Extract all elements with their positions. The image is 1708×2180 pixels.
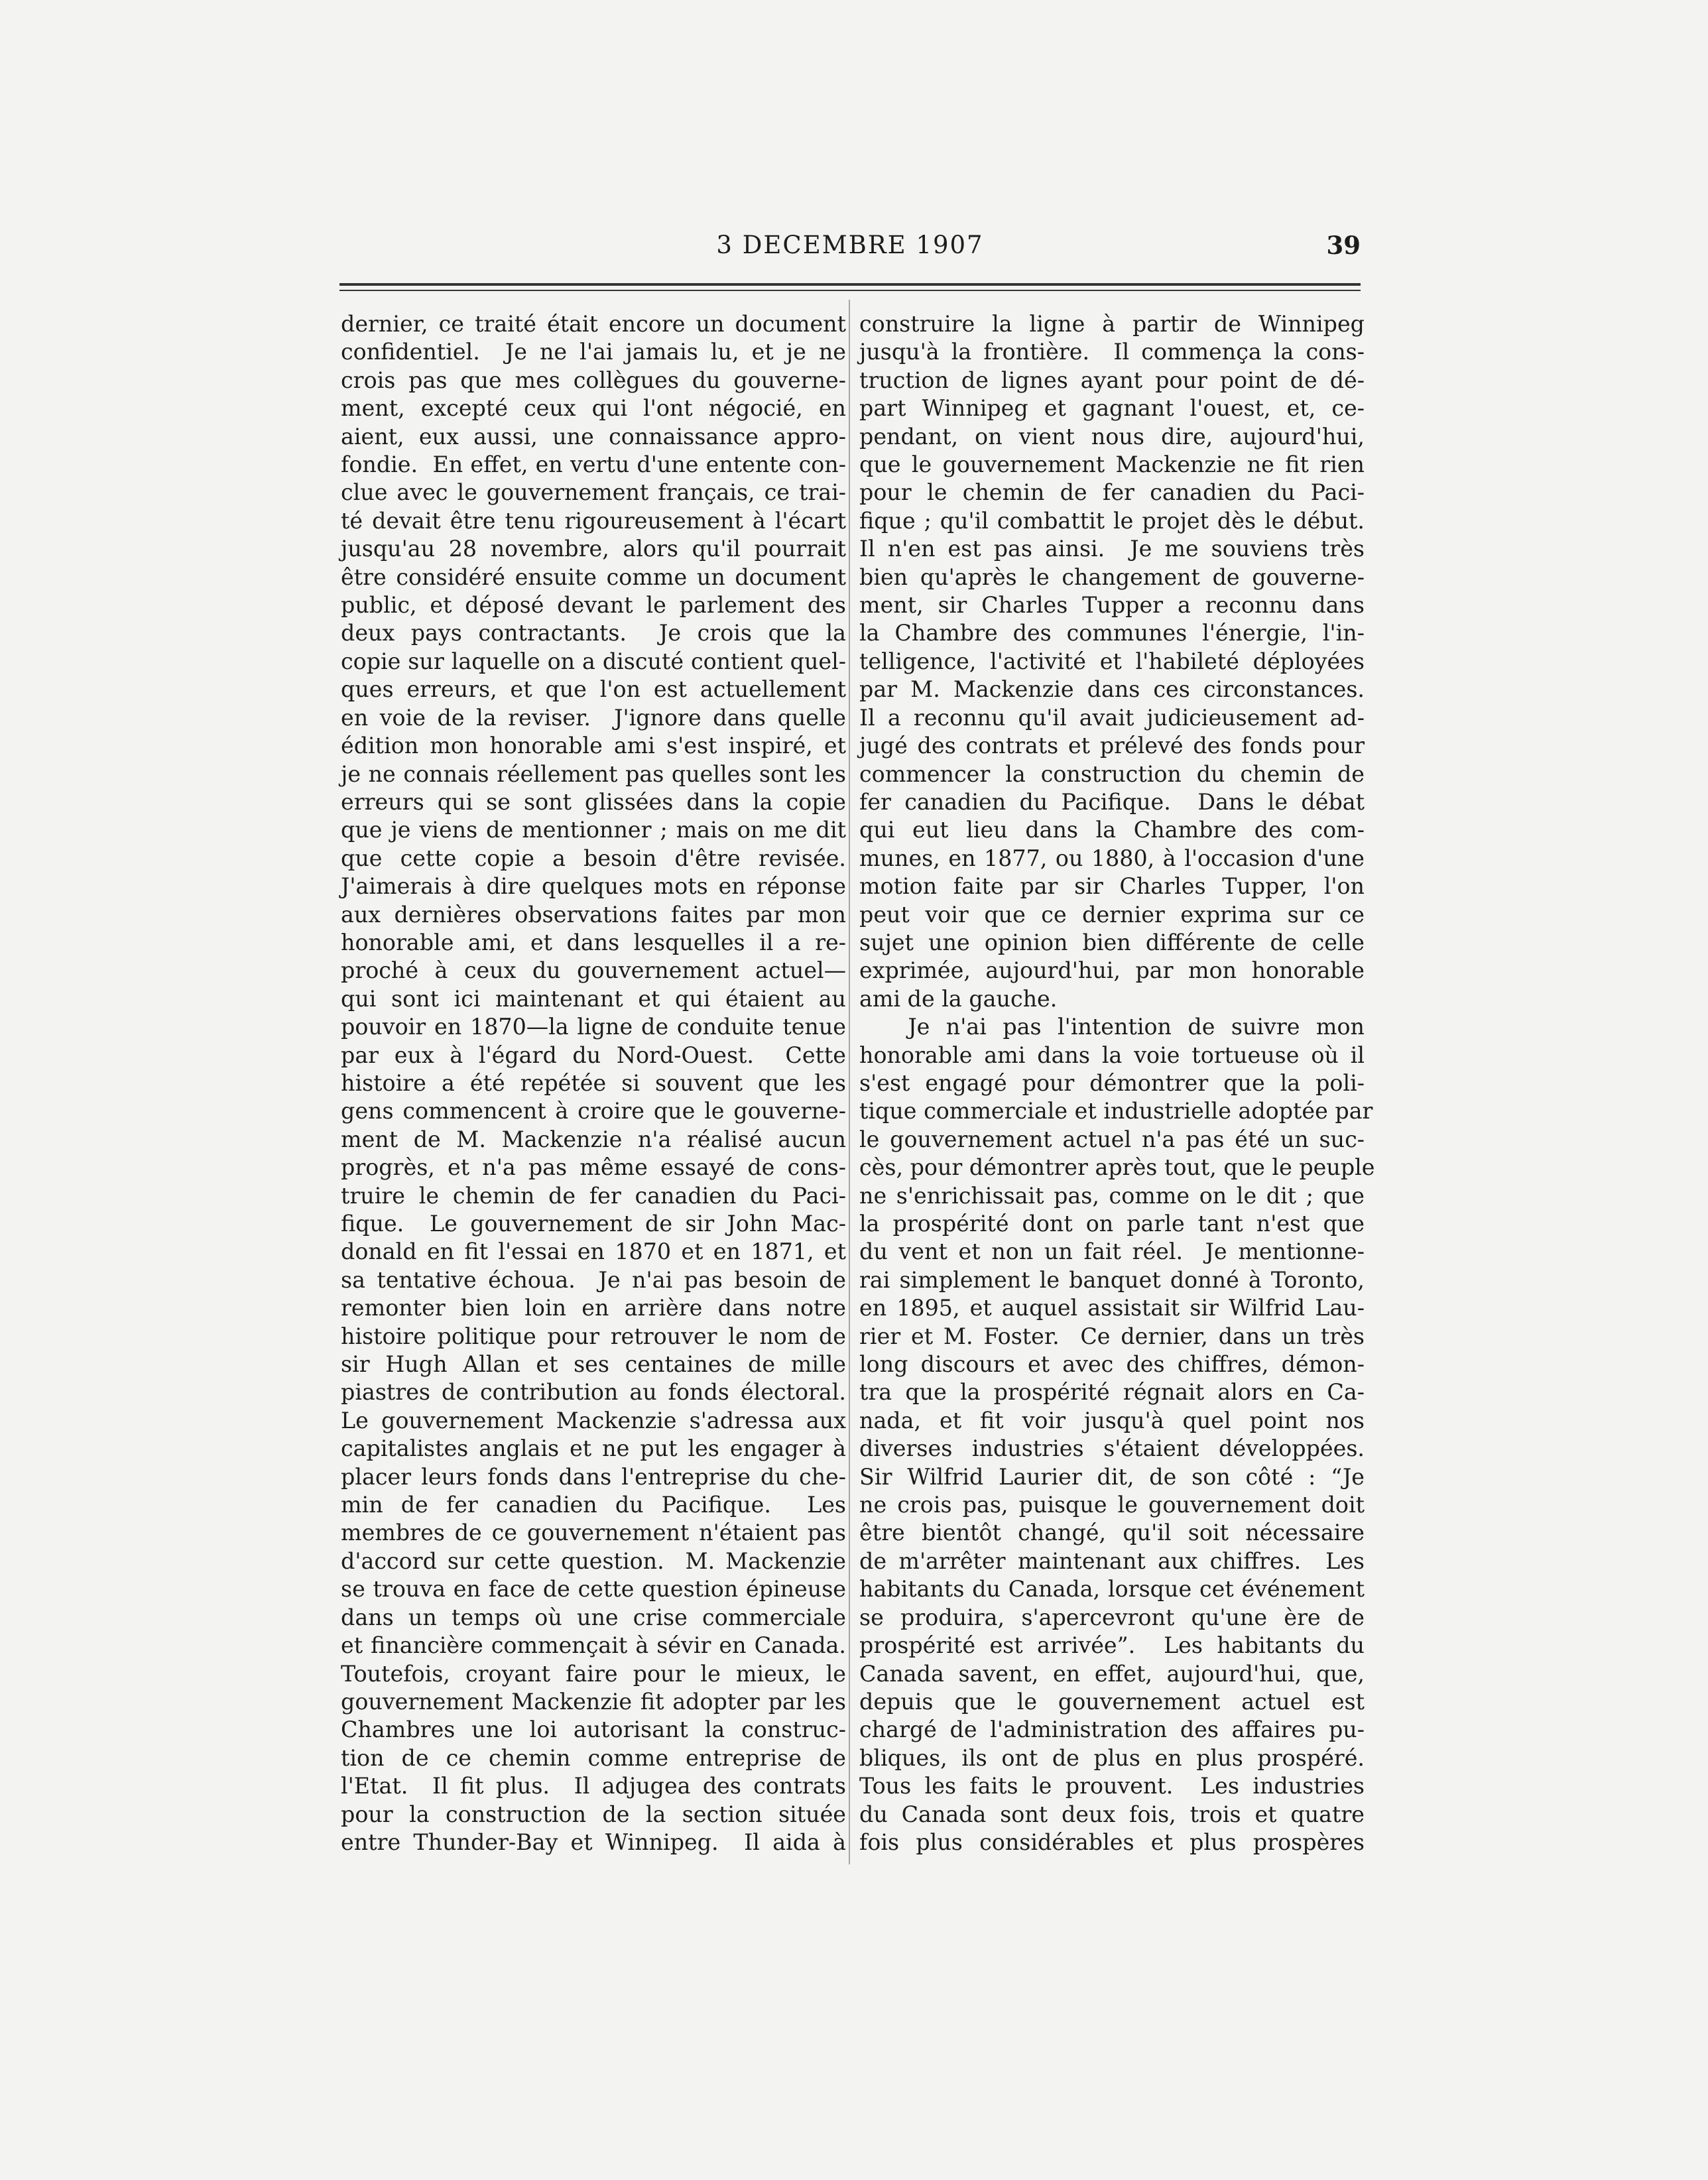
text-line: la Chambre des communes l'énergie, l'in- <box>859 620 1365 646</box>
text-line: construire la ligne à partir de Winnipeg <box>859 311 1365 337</box>
text-line: se produira, s'apercevront qu'une ère de <box>859 1604 1365 1630</box>
text-line: Toutefois, croyant faire pour le mieux, le <box>341 1660 846 1687</box>
text-line: fique. Le gouvernement de sir John Mac- <box>341 1211 846 1237</box>
text-line: que je viens de mentionner ; mais on me dit <box>341 817 846 843</box>
text-line: d'accord sur cette question. M. Mackenzie <box>341 1547 846 1574</box>
text-line: que le gouvernement Mackenzie ne fit rien <box>859 452 1365 478</box>
text-line: aient, eux aussi, une connaissance appro- <box>341 423 846 450</box>
text-line: le gouvernement actuel n'a pas été un suc- <box>859 1126 1365 1152</box>
text-line: depuis que le gouvernement actuel est <box>859 1688 1365 1715</box>
text-line: dernier, ce traité était encore un document <box>341 311 846 337</box>
text-line: truire le chemin de fer canadien du Paci- <box>341 1182 846 1209</box>
text-line: commencer la construction du chemin de <box>859 760 1365 787</box>
text-line: nada, et fit voir jusqu'à quel point nos <box>859 1407 1365 1433</box>
text-line: dans un temps où une crise commerciale <box>341 1604 846 1630</box>
text-line: crois pas que mes collègues du gouverne- <box>341 367 846 393</box>
text-line: habitants du Canada, lorsque cet événement <box>859 1576 1365 1603</box>
text-line: prospérité est arrivée”. Les habitants du <box>859 1632 1365 1659</box>
text-line: diverses industries s'étaient développées. <box>859 1435 1365 1462</box>
text-line: jusqu'au 28 novembre, alors qu'il pourrait <box>341 536 846 562</box>
text-line: l'Etat. Il fit plus. Il adjugea des contrats <box>341 1773 846 1799</box>
text-line: ment de M. Mackenzie n'a réalisé aucun <box>341 1126 846 1152</box>
text-line: chargé de l'administration des affaires pu- <box>859 1717 1365 1743</box>
text-line: min de fer canadien du Pacifique. Les <box>341 1492 846 1518</box>
text-line: fique ; qu'il combattit le projet dès le début. <box>859 507 1365 534</box>
text-line: capitalistes anglais et ne put les engager à <box>341 1435 846 1462</box>
text-line: clue avec le gouvernement français, ce trai- <box>341 479 846 506</box>
text-line: qui sont ici maintenant et qui étaient au <box>341 985 846 1012</box>
text-line: par M. Mackenzie dans ces circonstances. <box>859 676 1365 703</box>
text-line: et financière commençait à sévir en Canada. <box>341 1632 846 1659</box>
text-line: édition mon honorable ami s'est inspiré, et <box>341 733 846 759</box>
left-column <box>341 310 846 1856</box>
page-header <box>339 231 1361 264</box>
text-line: fondie. En effet, en vertu d'une entente con- <box>341 452 846 478</box>
text-line: té devait être tenu rigoureusement à l'écart <box>341 507 846 534</box>
text-line: par eux à l'égard du Nord-Ouest. Cette <box>341 1042 846 1068</box>
header-date: 3 DECEMBRE 1907 <box>716 231 984 259</box>
text-line: progrès, et n'a pas même essayé de cons- <box>341 1154 846 1181</box>
text-line: public, et déposé devant le parlement des <box>341 592 846 619</box>
text-line: ques erreurs, et que l'on est actuellement <box>341 676 846 703</box>
text-line: ami de la gauche. <box>859 985 1058 1012</box>
text-line: exprimée, aujourd'hui, par mon honorable <box>859 957 1365 984</box>
text-line: sa tentative échoua. Je n'ai pas besoin de <box>341 1266 846 1293</box>
text-line: Il n'en est pas ainsi. Je me souviens très <box>859 536 1365 562</box>
text-line: honorable ami dans la voie tortueuse où il <box>859 1042 1365 1068</box>
text-line: honorable ami, et dans lesquelles il a re- <box>341 929 846 955</box>
text-line: tion de ce chemin comme entreprise de <box>341 1744 846 1771</box>
text-line: ne crois pas, puisque le gouvernement doit <box>859 1492 1365 1518</box>
text-line: sujet une opinion bien différente de celle <box>859 929 1365 955</box>
text-line: rai simplement le banquet donné à Toronto, <box>859 1266 1365 1293</box>
text-line: pour le chemin de fer canadien du Paci- <box>859 479 1365 506</box>
text-line: gouvernement Mackenzie fit adopter par les <box>341 1688 846 1715</box>
text-line: pour la construction de la section située <box>341 1801 846 1827</box>
text-line: copie sur laquelle on a discuté contient quel- <box>341 648 846 674</box>
text-line: pendant, on vient nous dire, aujourd'hui, <box>859 423 1365 450</box>
text-line: piastres de contribution au fonds électoral. <box>341 1379 846 1406</box>
text-line: de m'arrêter maintenant aux chiffres. Les <box>859 1547 1365 1574</box>
text-line: Sir Wilfrid Laurier dit, de son côté : “Je <box>859 1463 1365 1490</box>
text-line: donald en fit l'essai en 1870 et en 1871, et <box>341 1239 846 1265</box>
text-line: histoire a été repétée si souvent que les <box>341 1069 846 1096</box>
text-line: aux dernières observations faites par mon <box>341 901 846 928</box>
text-line: se trouva en face de cette question épineuse <box>341 1576 846 1603</box>
text-line: J'aimerais à dire quelques mots en réponse <box>341 873 846 900</box>
text-line: erreurs qui se sont glissées dans la copie <box>341 788 846 815</box>
text-line: jusqu'à la frontière. Il commença la cons- <box>859 339 1365 365</box>
text-line: bliques, ils ont de plus en plus prospéré. <box>859 1744 1365 1771</box>
text-line: long discours et avec des chiffres, démon- <box>859 1351 1365 1378</box>
text-line: être considéré ensuite comme un document <box>341 564 846 590</box>
text-line: peut voir que ce dernier exprima sur ce <box>859 901 1365 928</box>
text-line: cès, pour démontrer après tout, que le peuple <box>859 1154 1375 1181</box>
text-line: rier et M. Foster. Ce dernier, dans un très <box>859 1323 1365 1349</box>
text-line: en voie de la reviser. J'ignore dans quelle <box>341 704 846 731</box>
text-line: Tous les faits le prouvent. Les industries <box>859 1773 1365 1799</box>
text-line: que cette copie a besoin d'être revisée. <box>341 845 846 871</box>
text-line: du vent et non un fait réel. Je mentionne- <box>859 1239 1365 1265</box>
text-line: ne s'enrichissait pas, comme on le dit ; que <box>859 1182 1365 1209</box>
text-line: du Canada sont deux fois, trois et quatre <box>859 1801 1365 1827</box>
text-line: pouvoir en 1870—la ligne de conduite tenue <box>341 1014 846 1040</box>
text-line: sir Hugh Allan et ses centaines de mille <box>341 1351 846 1378</box>
text-line: gens commencent à croire que le gouverne- <box>341 1098 846 1124</box>
text-line: fois plus considérables et plus prospères <box>859 1829 1365 1855</box>
header-rule-top <box>339 283 1361 286</box>
text-line: remonter bien loin en arrière dans notre <box>341 1295 846 1321</box>
text-line: tra que la prospérité régnait alors en Ca- <box>859 1379 1365 1406</box>
text-line: deux pays contractants. Je crois que la <box>341 620 846 646</box>
text-line: Le gouvernement Mackenzie s'adressa aux <box>341 1407 846 1433</box>
text-line: telligence, l'activité et l'habileté déployées <box>859 648 1365 674</box>
text-line: Je n'ai pas l'intention de suivre mon <box>859 1014 1365 1040</box>
text-line: ment, excepté ceux qui l'ont négocié, en <box>341 395 846 422</box>
text-line: bien qu'après le changement de gouverne- <box>859 564 1365 590</box>
text-line: histoire politique pour retrouver le nom de <box>341 1323 846 1349</box>
text-line: je ne connais réellement pas quelles sont les <box>341 760 846 787</box>
text-line: Il a reconnu qu'il avait judicieusement ad- <box>859 704 1365 731</box>
text-line: placer leurs fonds dans l'entreprise du che- <box>341 1463 846 1490</box>
text-line: ment, sir Charles Tupper a reconnu dans <box>859 592 1365 619</box>
text-line: être bientôt changé, qu'il soit nécessaire <box>859 1520 1365 1546</box>
text-line: Chambres une loi autorisant la construc- <box>341 1717 846 1743</box>
text-line: confidentiel. Je ne l'ai jamais lu, et je ne <box>341 339 846 365</box>
text-line: membres de ce gouvernement n'étaient pas <box>341 1520 846 1546</box>
text-line: fer canadien du Pacifique. Dans le débat <box>859 788 1365 815</box>
text-line: la prospérité dont on parle tant n'est que <box>859 1211 1365 1237</box>
column-divider <box>849 300 850 1864</box>
text-line: en 1895, et auquel assistait sir Wilfrid Lau- <box>859 1295 1365 1321</box>
text-line: part Winnipeg et gagnant l'ouest, et, ce- <box>859 395 1365 422</box>
text-line: Canada savent, en effet, aujourd'hui, que, <box>859 1660 1365 1687</box>
right-column <box>859 310 1375 1856</box>
text-line: entre Thunder-Bay et Winnipeg. Il aida à <box>341 1829 846 1855</box>
header-rule-bottom <box>339 290 1361 291</box>
text-line: tique commerciale et industrielle adoptée par <box>859 1098 1373 1124</box>
text-line: munes, en 1877, ou 1880, à l'occasion d'une <box>859 845 1365 871</box>
text-line: proché à ceux du gouvernement actuel— <box>341 957 846 984</box>
text-line: truction de lignes ayant pour point de dé- <box>859 367 1365 393</box>
text-line: jugé des contrats et prélevé des fonds pour <box>859 733 1365 759</box>
page-number: 39 <box>1326 231 1361 260</box>
text-line: s'est engagé pour démontrer que la poli- <box>859 1069 1365 1096</box>
text-line: qui eut lieu dans la Chambre des com- <box>859 817 1365 843</box>
text-line: motion faite par sir Charles Tupper, l'on <box>859 873 1365 900</box>
